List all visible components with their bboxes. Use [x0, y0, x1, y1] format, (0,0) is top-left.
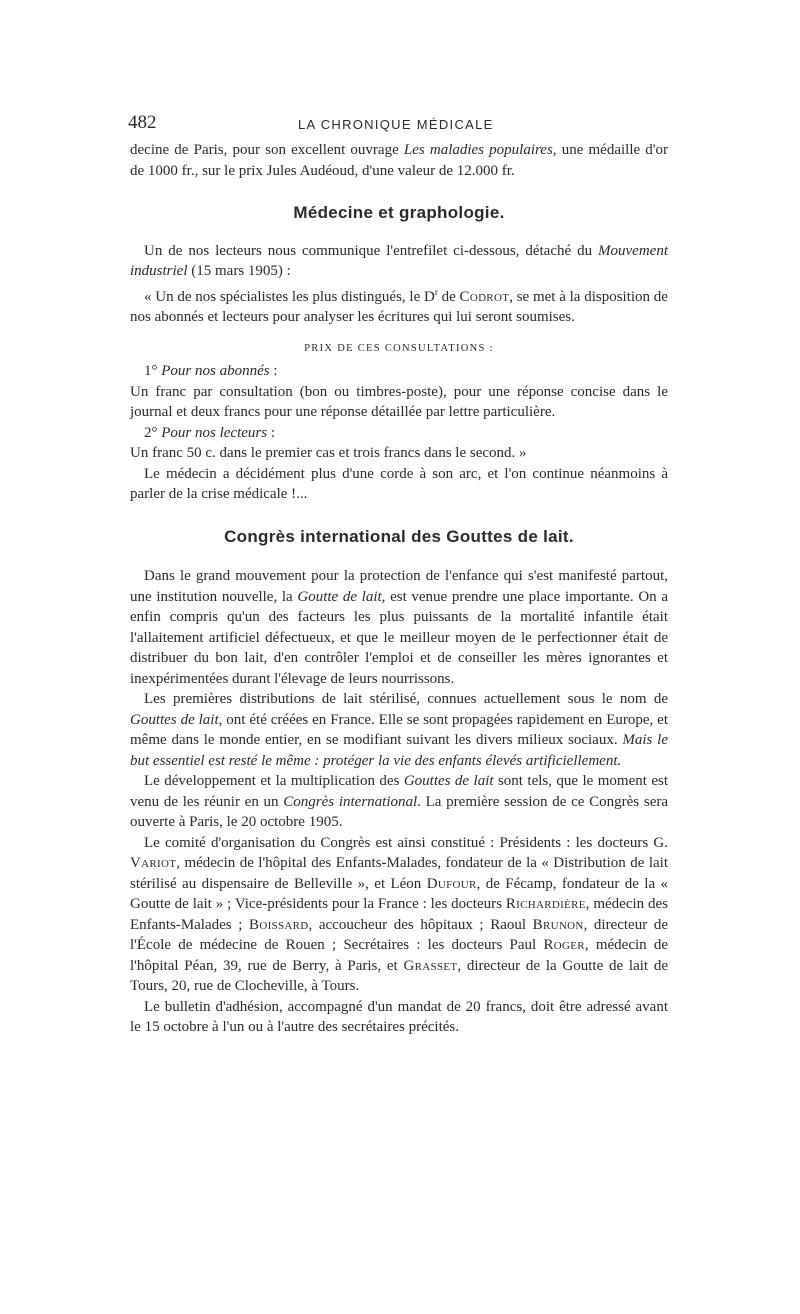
paragraph: Dans le grand mouvement pour la protection de l'enfance qui s'est manifesté partout, une institution nouvelle, la Goutte de lait, est venue prendre une place importante. On a enfin compris qu'un des facteurs les plus puissants de la mortalité infantile était l'allaitement artificiel défectueux, et que le meilleur moyen de le perfectionner était de distribuer du bon lait, d'en contrôler l'emploi et de conseiller les mères ignorantes et inexpérimentées durant l'élevage de leurs nourrissons.	[130, 568, 668, 687]
intro-paragraph: decine de Paris, pour son excellent ouvrage Les maladies populaires, une médaille d'or de 1000 fr., sur le prix Jules Audéoud, d'une valeur de 12.000 fr.	[130, 142, 668, 179]
paragraph: Le médecin a décidément plus d'une corde à son arc, et l'on continue néanmoins à parler de la crise médicale !...	[130, 465, 668, 502]
person-name: Grasset	[403, 957, 458, 974]
list-item-text: Un franc par consultation (bon ou timbres-poste), pour une réponse concise dans le journal et deux francs pour une réponse détaillée par lettre particulière.	[130, 383, 668, 420]
section-title-graphologie: Médecine et graphologie.	[293, 203, 505, 222]
person-name: Roger	[543, 937, 585, 953]
person-name: Boissard	[249, 916, 309, 933]
list-item-text: Un franc 50 c. dans le premier cas et trois francs dans le second. »	[130, 445, 527, 461]
person-name: Variot	[130, 855, 177, 871]
page-number: 482	[128, 112, 157, 133]
paragraph: « Un de nos spécialistes les plus distingués, le $D^r$ de Codrot, se met à la disposition de nos abonnés et lecteurs pour analyser les écritures qui lui seront soumises.	[130, 286, 668, 325]
page-body	[130, 140, 668, 1038]
consultation-prices-subheading: PRIX DE CES CONSULTATIONS :	[304, 342, 494, 354]
running-head	[128, 112, 668, 136]
running-title: LA CHRONIQUE MÉDICALE	[298, 117, 494, 132]
paragraph: Le comité d'organisation du Congrès est ainsi constitué : Présidents : les docteurs G. Variot, médecin de l'hôpital des Enfants-Malades, fondateur de la « Distribution de lait stérilisé au dispensaire de Belleville », et Léon Dufour, de Fécamp, fondateur de la « Goutte de lait » ; Vice-présidents pour la France : les docteurs Richardière, médecin des Enfants-Malades ; Boissard, accoucheur des hôpitaux ; Raoul Brunon, directeur de l'École de médecine de Rouen ; Secrétaires : les docteurs Paul Roger, médecin de l'hôpital Péan, 39, rue de Berry, à Paris, et Grasset, directeur de la Goutte de lait de Tours, 20, rue de Clocheville, à Tours.	[130, 834, 669, 994]
person-name: Dufour	[426, 875, 477, 892]
paragraph: Les premières distributions de lait stérilisé, connues actuellement sous le nom de Gouttes de lait, ont été créées en France. Elle se sont propagées rapidement en Europe, et même dans le monde entier, en se modifiant suivant les divers milieux sociaux. Mais le but essentiel est resté le même : protéger la vie des enfants élevés artificiellement.	[130, 691, 668, 769]
person-name: Codrot	[459, 288, 510, 305]
section-title-gouttes-de-lait: Congrès international des Gouttes de lait.	[224, 526, 574, 546]
paragraph: Un de nos lecteurs nous communique l'entrefilet ci-dessous, détaché du Mouvement industriel (15 mars 1905) :	[130, 242, 668, 279]
list-item: 1° Pour nos abonnés :	[144, 363, 278, 379]
person-name: Brunon	[532, 916, 584, 933]
book-title: Les maladies populaires	[403, 142, 553, 158]
person-name: Richardière	[505, 896, 586, 912]
paragraph: Le bulletin d'adhésion, accompagné d'un mandat de 20 francs, doit être adressé avant le 15 octobre à l'un ou à l'autre des secrétaires précités.	[130, 998, 668, 1035]
paragraph: Le développement et la multiplication des Gouttes de lait sont tels, que le moment est venu de les réunir en un Congrès international. La première session de ce Congrès sera ouverte à Paris, le 20 octobre 1905.	[130, 773, 669, 830]
list-item: 2° Pour nos lecteurs :	[144, 424, 275, 441]
